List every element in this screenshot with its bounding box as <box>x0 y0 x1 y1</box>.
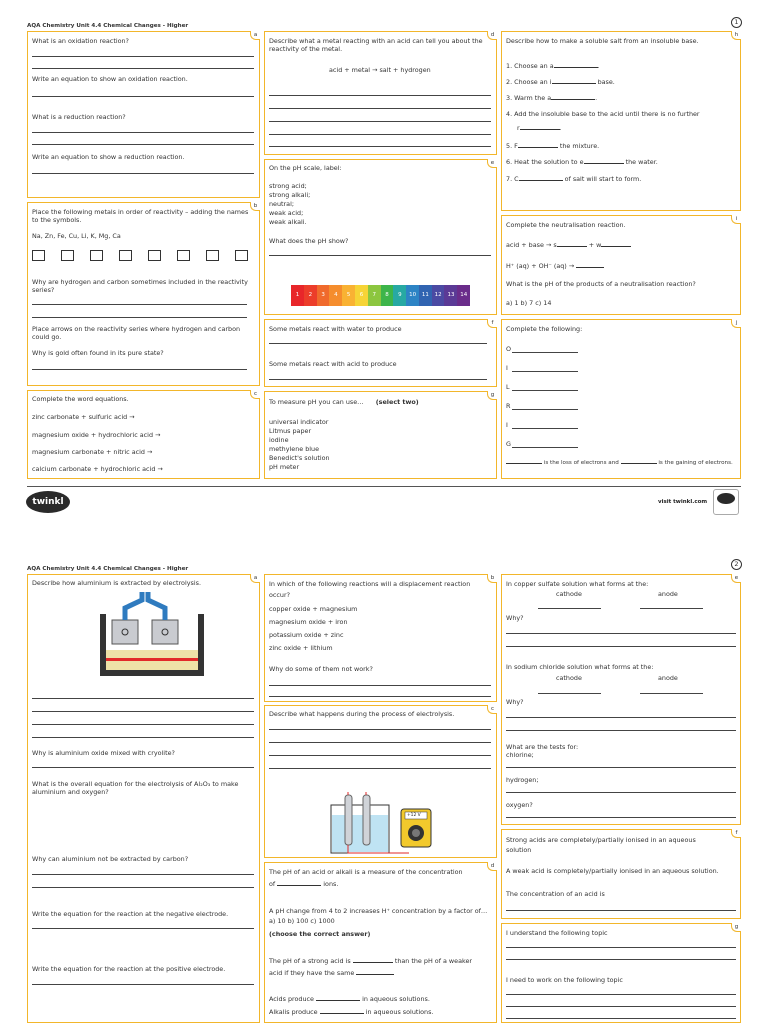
question-text: The pH of an acid or alkali is a measure of the concentration <box>269 868 463 876</box>
mnemonic-letter: L <box>506 383 510 391</box>
answer-line[interactable] <box>269 343 487 344</box>
box-electrolysis <box>264 705 497 858</box>
box-ph-concentration <box>264 862 497 1023</box>
answer-line[interactable] <box>506 910 736 911</box>
box-tab: g <box>487 391 497 400</box>
electrolysis-apparatus-diagram <box>329 791 449 855</box>
answer-line[interactable] <box>506 959 736 960</box>
box-tab: g <box>731 923 741 932</box>
answer-line[interactable] <box>512 428 578 429</box>
answer-line[interactable] <box>512 390 578 391</box>
answer-line[interactable] <box>512 371 578 372</box>
box-reflection <box>501 923 741 1023</box>
answer-line[interactable] <box>506 633 736 634</box>
question-text: Strong acids are completely/partially ionised in an aqueous solution <box>506 836 696 854</box>
answer-line[interactable] <box>506 817 736 818</box>
question-text: In copper sulfate solution what forms at the: <box>506 580 649 588</box>
step-text: 5. F the mixture. <box>506 142 600 150</box>
answer-line[interactable] <box>32 68 254 69</box>
ph-scale-segment: 5 <box>342 285 355 306</box>
answer-line[interactable] <box>269 134 491 135</box>
question-text: What is an oxidation reaction? <box>32 37 129 45</box>
step-text: 3. Warm the a . <box>506 94 598 102</box>
reactivity-box[interactable] <box>119 250 132 261</box>
ph-scale-bar <box>291 285 470 306</box>
equation-text: calcium carbonate + hydrochloric acid → <box>32 465 163 473</box>
question-text: What is a reduction reaction? <box>32 113 126 121</box>
question-text: oxygen? <box>506 801 533 809</box>
answer-line[interactable] <box>269 121 491 122</box>
step-text: r . <box>517 124 562 132</box>
box-tab: c <box>487 705 497 714</box>
question-text: I understand the following topic <box>506 929 608 937</box>
ph-scale-segment: 13 <box>444 285 457 306</box>
answer-line[interactable] <box>512 447 578 448</box>
ph-scale-segment: 11 <box>419 285 432 306</box>
equation-text: zinc carbonate + sulfuric acid → <box>32 413 135 421</box>
quality-badge-icon <box>713 489 739 515</box>
page-number: 2 <box>731 559 742 570</box>
ph-scale-segment: 4 <box>329 285 342 306</box>
step-text: 7. C of salt will start to form. <box>506 175 642 183</box>
answer-line[interactable] <box>640 693 703 694</box>
ph-scale-segment: 10 <box>406 285 419 306</box>
question-text: Place the following metals in order of reactivity – adding the names to the symbols. <box>32 208 249 224</box>
answer-line[interactable] <box>269 742 491 743</box>
question-text: Describe what happens during the process of electrolysis. <box>269 710 455 718</box>
answer-line[interactable] <box>32 887 254 888</box>
question-text: What is the overall equation for the electrolysis of Al₂O₃ to make aluminium and oxygen? <box>32 780 239 796</box>
ph-scale-segment: 7 <box>368 285 381 306</box>
question-text: Some metals react with water to produce <box>269 325 402 333</box>
answer-line[interactable] <box>32 767 254 768</box>
box-tab: d <box>487 862 497 871</box>
ph-scale-segment: 3 <box>317 285 330 306</box>
electrolysis-cell-diagram <box>94 592 210 678</box>
reactivity-box[interactable] <box>206 250 219 261</box>
equation-text: magnesium carbonate + nitric acid → <box>32 448 153 456</box>
question-text: What is the pH of the products of a neutralisation reaction? <box>506 280 696 288</box>
box-tab: d <box>487 31 497 40</box>
answer-line[interactable] <box>32 304 247 305</box>
answer-line[interactable] <box>269 255 491 256</box>
box-tab: c <box>250 390 260 399</box>
answer-line[interactable] <box>512 352 578 353</box>
ph-label: weak acid; <box>269 209 304 217</box>
question-text: Describe how to make a soluble salt from an insoluble base. <box>506 37 699 45</box>
reactivity-box[interactable] <box>61 250 74 261</box>
question-text: Why can aluminium not be extracted by carbon? <box>32 855 189 863</box>
footer-link[interactable]: visit twinkl.com <box>658 499 708 505</box>
box-tab: a <box>250 31 260 40</box>
question-text: Acids produce in aqueous solutions. <box>269 995 430 1003</box>
reactivity-box[interactable] <box>32 250 45 261</box>
option-item[interactable]: magnesium oxide + iron <box>269 618 348 626</box>
question-text: Write the equation for the reaction at the negative electrode. <box>32 910 229 918</box>
answer-line[interactable] <box>32 132 254 133</box>
question-text: Complete the neutralisation reaction. <box>506 221 626 229</box>
question-text: I need to work on the following topic <box>506 976 623 984</box>
equation-text: magnesium oxide + hydrochloric acid → <box>32 431 161 439</box>
electrode-label: anode <box>658 590 678 598</box>
box-oil-rig <box>501 319 741 479</box>
question-text: Describe what a metal reacting with an acid can tell you about the reactivity of the metal. <box>269 37 483 53</box>
mnemonic-letter: G <box>506 440 511 448</box>
question-text: chlorine; <box>506 751 534 759</box>
reactivity-box[interactable] <box>90 250 103 261</box>
footer-divider <box>27 486 741 487</box>
answer-line[interactable] <box>32 984 254 985</box>
mnemonic-letter: I <box>506 421 508 429</box>
box-tab: i <box>731 215 741 224</box>
answer-line[interactable] <box>506 994 736 995</box>
option-item[interactable]: copper oxide + magnesium <box>269 605 358 613</box>
question-text: acid if they have the same <box>269 969 394 977</box>
ph-scale-segment: 12 <box>432 285 445 306</box>
answer-line[interactable] <box>269 755 491 756</box>
option-item[interactable]: pH meter <box>269 463 300 471</box>
question-text: Alkalis produce in aqueous solutions. <box>269 1008 434 1016</box>
mnemonic-letter: I <box>506 364 508 372</box>
ph-label: neutral; <box>269 200 295 208</box>
answer-line[interactable] <box>506 947 736 948</box>
answer-line[interactable] <box>32 144 254 145</box>
answer-line[interactable] <box>32 737 254 738</box>
answer-line[interactable] <box>269 729 491 730</box>
question-text: Write the equation for the reaction at the positive electrode. <box>32 965 226 973</box>
ph-scale-segment: 14 <box>457 285 470 306</box>
ph-label: weak alkali. <box>269 218 307 226</box>
box-soluble-salt <box>501 31 741 211</box>
question-text: A weak acid is completely/partially ionised in an aqueous solution. <box>506 867 719 875</box>
ph-scale-segment: 6 <box>355 285 368 306</box>
question-text: What are the tests for: <box>506 743 579 751</box>
answer-line[interactable] <box>269 95 491 96</box>
sentence-text: is the loss of electrons and is the gaining of electrons. <box>506 459 733 467</box>
box-tab: b <box>487 574 497 583</box>
answer-line[interactable] <box>538 608 601 609</box>
answer-options[interactable]: a) 10 b) 100 c) 1000 <box>269 917 335 925</box>
step-text: 1. Choose an a . <box>506 62 600 70</box>
question-text: Complete the word equations. <box>32 395 129 403</box>
question-text: Why is aluminium oxide mixed with cryolite? <box>32 749 175 757</box>
step-text: 2. Choose an i base. <box>506 78 615 86</box>
option-item[interactable]: universal indicator <box>269 418 329 426</box>
box-ph-scale <box>264 159 497 315</box>
box-displacement <box>264 574 497 702</box>
option-item[interactable]: potassium oxide + zinc <box>269 631 344 639</box>
reactivity-box[interactable] <box>235 250 248 261</box>
box-word-equations <box>27 390 260 479</box>
answer-hint: (choose the correct answer) <box>269 930 371 938</box>
box-metal-acid <box>264 31 497 155</box>
ph-label: strong acid; <box>269 182 307 190</box>
box-tab: f <box>731 829 741 838</box>
box-strong-weak-acids <box>501 829 741 919</box>
question-text: Write an equation to show a reduction reaction. <box>32 153 185 161</box>
question-text: A pH change from 4 to 2 increases H⁺ concentration by a factor of… <box>269 907 488 915</box>
answer-line[interactable] <box>32 724 254 725</box>
mnemonic-letter: O <box>506 345 512 353</box>
page-number: 1 <box>731 17 742 28</box>
option-item[interactable]: Benedict's solution <box>269 454 330 462</box>
answer-line[interactable] <box>32 698 254 699</box>
answer-line[interactable] <box>32 711 254 712</box>
equation-text: H⁺ (aq) + OH⁻ (aq) → <box>506 262 604 270</box>
answer-line[interactable] <box>32 56 254 57</box>
question-text: The concentration of an acid is <box>506 890 605 898</box>
option-item[interactable]: iodine <box>269 436 289 444</box>
answer-line[interactable] <box>512 409 578 410</box>
question-text: Some metals react with acid to produce <box>269 360 397 368</box>
box-tab: e <box>731 574 741 583</box>
question-text: What does the pH show? <box>269 237 349 245</box>
question-text: Write an equation to show an oxidation reaction. <box>32 75 188 83</box>
step-text: 6. Heat the solution to e the water. <box>506 158 658 166</box>
answer-line[interactable] <box>269 768 491 769</box>
answer-line[interactable] <box>506 730 736 731</box>
question-text: Why do some of them not work? <box>269 665 373 673</box>
electrode-label: anode <box>658 674 678 682</box>
page-title: AQA Chemistry Unit 4.4 Chemical Changes - Higher <box>27 566 189 572</box>
answer-line[interactable] <box>506 646 736 647</box>
equation-text: acid + base → s + w <box>506 241 631 249</box>
answer-line[interactable] <box>640 608 703 609</box>
ph-scale-segment: 9 <box>393 285 406 306</box>
answer-line[interactable] <box>506 1018 736 1019</box>
answer-line[interactable] <box>269 108 491 109</box>
answer-line[interactable] <box>269 146 491 147</box>
box-metals-react <box>264 319 497 387</box>
question-text: Describe how aluminium is extracted by electrolysis. <box>32 579 201 587</box>
box-oxidation-reduction <box>27 31 260 198</box>
option-item[interactable]: Litmus paper <box>269 427 312 435</box>
question-text: of ions. <box>269 880 339 888</box>
electrode-label: cathode <box>556 590 582 598</box>
box-tab: j <box>731 319 741 328</box>
answer-line[interactable] <box>506 717 736 718</box>
answer-line[interactable] <box>269 696 491 697</box>
answer-line[interactable] <box>506 1006 736 1007</box>
answer-line[interactable] <box>32 928 254 929</box>
answer-line[interactable] <box>32 173 254 174</box>
box-neutralisation <box>501 215 741 315</box>
question-text: In sodium chloride solution what forms at the: <box>506 663 654 671</box>
answer-options[interactable]: a) 1 b) 7 c) 14 <box>506 299 552 307</box>
question-text: Why are hydrogen and carbon sometimes included in the reactivity series? <box>32 278 248 294</box>
box-measure-ph <box>264 391 497 479</box>
question-text: Why? <box>506 614 524 622</box>
step-text: 4. Add the insoluble base to the acid until there is no further <box>506 110 700 118</box>
answer-line[interactable] <box>506 767 736 768</box>
answer-line[interactable] <box>506 792 736 793</box>
answer-line[interactable] <box>269 379 487 380</box>
question-text: On the pH scale, label: <box>269 164 342 172</box>
answer-line[interactable] <box>32 96 254 97</box>
metal-symbols: Na, Zn, Fe, Cu, Li, K, Mg, Ca <box>32 232 121 240</box>
box-reactivity-series <box>27 202 260 386</box>
ph-scale-segment: 2 <box>304 285 317 306</box>
question-text: Why is gold often found in its pure state? <box>32 349 164 357</box>
ph-label: strong alkali; <box>269 191 311 199</box>
box-tab: e <box>487 159 497 168</box>
answer-line[interactable] <box>32 369 247 370</box>
box-tab: h <box>731 31 741 40</box>
option-item[interactable]: methylene blue <box>269 445 320 453</box>
ph-scale-segment: 8 <box>381 285 394 306</box>
equation-text: acid + metal → salt + hydrogen <box>329 66 431 74</box>
option-item[interactable]: zinc oxide + lithium <box>269 644 333 652</box>
reactivity-box[interactable] <box>177 250 190 261</box>
answer-line[interactable] <box>538 693 601 694</box>
mnemonic-letter: R <box>506 402 511 410</box>
question-text: Why? <box>506 698 524 706</box>
box-tab: a <box>250 574 260 583</box>
reactivity-box[interactable] <box>148 250 161 261</box>
answer-line[interactable] <box>32 317 247 318</box>
question-text: Complete the following: <box>506 325 583 333</box>
box-tab: f <box>487 319 497 328</box>
twinkl-logo: twinkl <box>26 491 70 513</box>
ph-scale-segment: 1 <box>291 285 304 306</box>
question-text: hydrogen; <box>506 776 539 784</box>
question-text: In which of the following reactions will a displacement reaction occur? <box>269 580 471 599</box>
box-tab: b <box>250 202 260 211</box>
answer-line[interactable] <box>32 874 254 875</box>
question-text: Place arrows on the reactivity series where hydrogen and carbon could go. <box>32 325 241 341</box>
box-aluminium-extraction <box>27 574 260 1023</box>
box-electrolysis-products <box>501 574 741 825</box>
answer-line[interactable] <box>269 685 491 686</box>
page-title: AQA Chemistry Unit 4.4 Chemical Changes - Higher <box>27 23 189 29</box>
meter-reading: +12 V <box>407 813 421 818</box>
question-text: The pH of a strong acid is than the pH of a weaker <box>269 957 473 965</box>
electrode-label: cathode <box>556 674 582 682</box>
question-text: To measure pH you can use… (select two) <box>269 398 419 406</box>
